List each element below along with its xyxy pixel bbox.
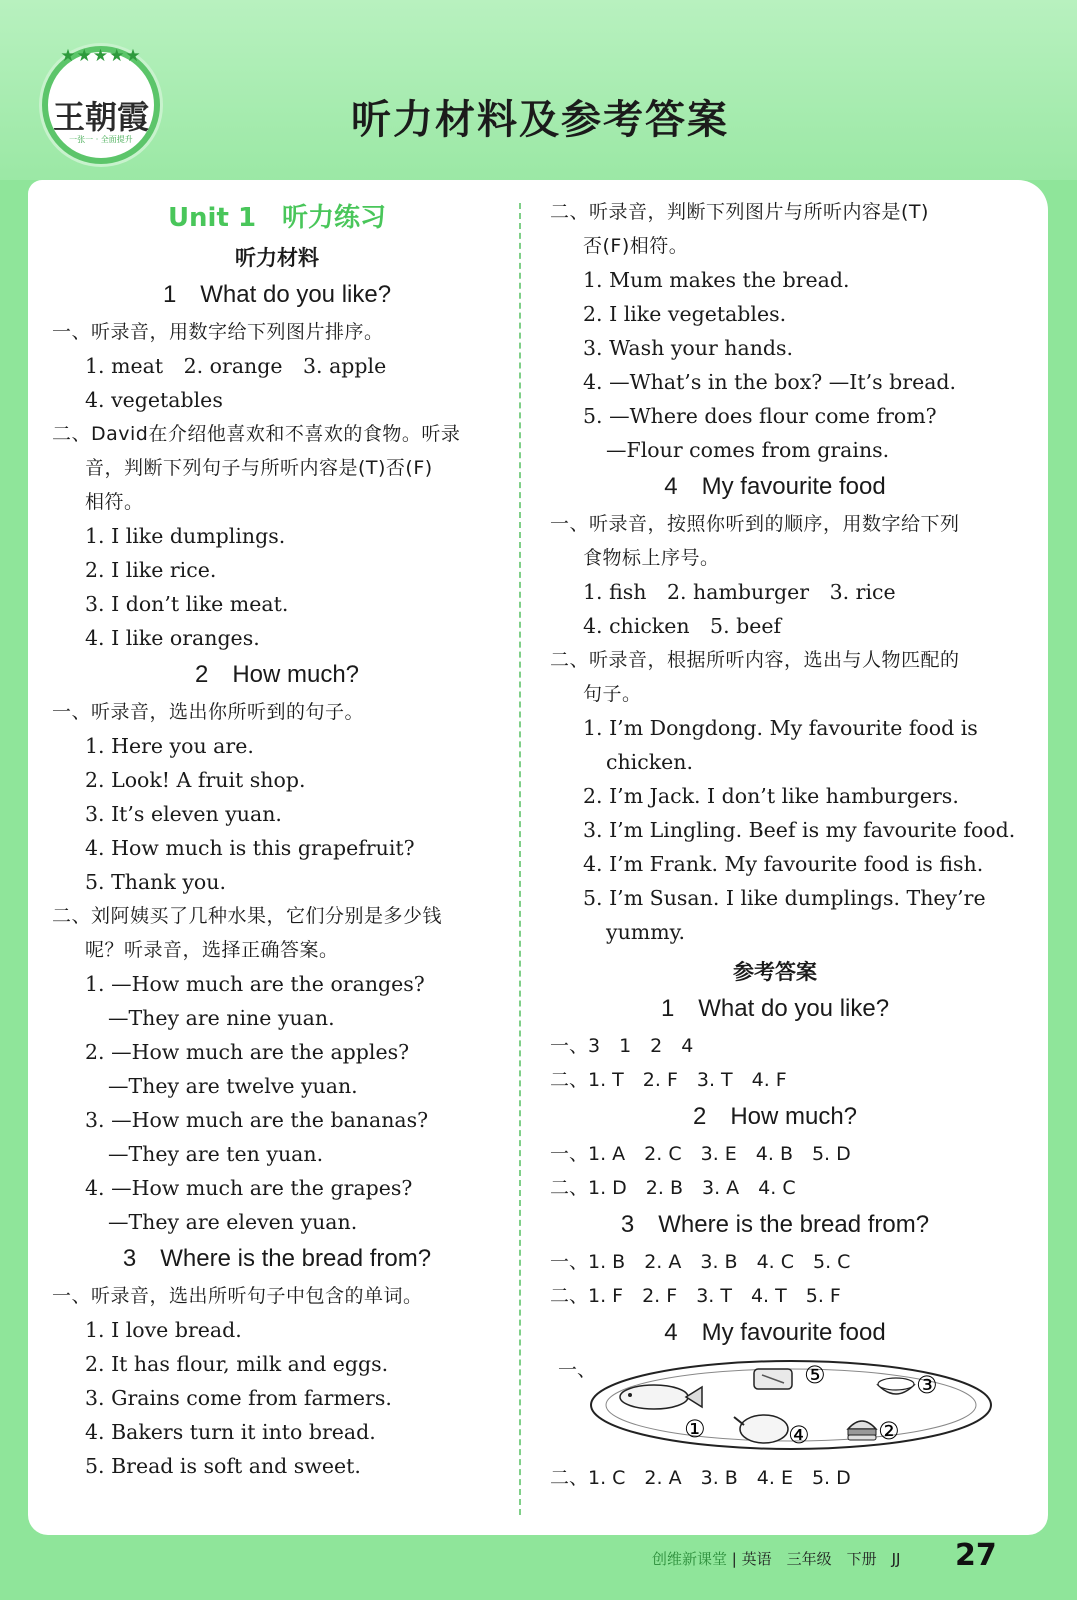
question-heading: 二、听录音，判断下列图片与所听内容是(T) bbox=[550, 201, 929, 223]
answer-row: 一、3 1 2 4 bbox=[550, 1035, 694, 1057]
list-item: 5. Thank you. bbox=[85, 870, 226, 894]
section-title: 4 My favourite food bbox=[664, 473, 886, 500]
logo-stars: ★★★★★ bbox=[60, 46, 142, 66]
page-number: 27 bbox=[955, 1538, 997, 1573]
list-item: 1. I like dumplings. bbox=[85, 524, 286, 548]
list-item: 2. I like vegetables. bbox=[583, 302, 787, 326]
answer-row: 二、1. T 2. F 3. T 4. F bbox=[550, 1069, 787, 1091]
list-item: 3. Wash your hands. bbox=[583, 336, 794, 360]
question-heading: 二、刘阿姨买了几种水果，它们分别是多少钱 bbox=[52, 905, 443, 927]
list-item: 5. Bread is soft and sweet. bbox=[85, 1454, 361, 1478]
answer-section-title: 2 How much? bbox=[692, 1103, 858, 1130]
mark-2: ② bbox=[878, 1417, 900, 1445]
list-item: 4. vegetables bbox=[85, 388, 223, 412]
answer-section-title: 1 What do you like? bbox=[660, 995, 890, 1022]
list-item: 4. —How much are the grapes? bbox=[85, 1176, 413, 1200]
question-heading: 二、David在介绍他喜欢和不喜欢的食物。听录 bbox=[52, 423, 461, 445]
list-item: 4. chicken 5. beef bbox=[583, 614, 782, 638]
list-item: 5. I’m Susan. I like dumplings. They’re bbox=[583, 886, 986, 910]
logo-subtitle: 一张一 · 全面提升 bbox=[69, 135, 133, 144]
list-item: 1. Here you are. bbox=[85, 734, 254, 758]
answer-row: 二、1. F 2. F 3. T 4. T 5. F bbox=[550, 1285, 841, 1307]
mark-5: ⑤ bbox=[804, 1361, 826, 1389]
logo-text: 王朝霞 bbox=[52, 98, 149, 136]
list-item: —Flour comes from grains. bbox=[606, 438, 890, 462]
answer-row: 二、1. C 2. A 3. B 4. E 5. D bbox=[550, 1467, 851, 1489]
left-column bbox=[52, 195, 502, 1483]
page-footer bbox=[0, 1535, 1077, 1600]
section-title: 2 How much? bbox=[194, 661, 360, 688]
food-plate-illustration bbox=[586, 1355, 996, 1455]
section-title: 1 What do you like? bbox=[162, 281, 392, 308]
list-item: —They are nine yuan. bbox=[108, 1006, 335, 1030]
answer-prefix: 一、 bbox=[558, 1359, 597, 1381]
list-item: 2. It has flour, milk and eggs. bbox=[85, 1352, 389, 1376]
footer-brand: 创维新课堂 bbox=[652, 1550, 728, 1568]
beef-icon bbox=[754, 1369, 792, 1389]
list-item: 1. I’m Dongdong. My favourite food is bbox=[583, 716, 978, 740]
section-title: 3 Where is the bread from? bbox=[122, 1245, 432, 1272]
list-item: 3. I don’t like meat. bbox=[85, 592, 289, 616]
question-heading: 句子。 bbox=[583, 683, 642, 705]
answer-row: 二、1. D 2. B 3. A 4. C bbox=[550, 1177, 796, 1199]
list-item: 4. Bakers turn it into bread. bbox=[85, 1420, 376, 1444]
question-heading: 二、听录音，根据所听内容，选出与人物匹配的 bbox=[550, 649, 960, 671]
mark-1: ① bbox=[684, 1415, 706, 1443]
list-item: 5. —Where does flour come from? bbox=[583, 404, 937, 428]
footer-text bbox=[652, 1548, 900, 1569]
right-column bbox=[550, 195, 1016, 1495]
mark-3: ③ bbox=[916, 1371, 938, 1399]
answer-row: 一、1. A 2. C 3. E 4. B 5. D bbox=[550, 1143, 851, 1165]
list-item: 3. It’s eleven yuan. bbox=[85, 802, 282, 826]
question-heading: 一、听录音，选出你所听到的句子。 bbox=[52, 701, 365, 723]
list-item: 1. —How much are the oranges? bbox=[85, 972, 425, 996]
list-item: 2. I like rice. bbox=[85, 558, 217, 582]
brand-logo bbox=[42, 46, 160, 164]
list-item: 4. I like oranges. bbox=[85, 626, 260, 650]
question-heading: 食物标上序号。 bbox=[583, 547, 720, 569]
list-item: 3. —How much are the bananas? bbox=[85, 1108, 429, 1132]
question-heading: 相符。 bbox=[85, 491, 144, 513]
list-item: 3. Grains come from farmers. bbox=[85, 1386, 392, 1410]
list-item: chicken. bbox=[606, 750, 693, 774]
page-title: 听力材料及参考答案 bbox=[351, 97, 729, 143]
question-heading: 一、听录音，用数字给下列图片排序。 bbox=[52, 321, 384, 343]
list-item: —They are eleven yuan. bbox=[108, 1210, 358, 1234]
unit-title: Unit 1 听力练习 bbox=[167, 203, 387, 233]
materials-heading: 听力材料 bbox=[235, 246, 319, 270]
footer-info: | 英语 三年级 下册 JJ bbox=[731, 1550, 901, 1568]
list-item: 2. —How much are the apples? bbox=[85, 1040, 410, 1064]
question-heading: 一、听录音，选出所听句子中包含的单词。 bbox=[52, 1285, 423, 1307]
answer-row: 一、1. B 2. A 3. B 4. C 5. C bbox=[550, 1251, 851, 1273]
list-item: 4. How much is this grapefruit? bbox=[85, 836, 415, 860]
list-item: yummy. bbox=[606, 920, 686, 944]
list-item: 1. fish 2. hamburger 3. rice bbox=[583, 580, 896, 604]
list-item: 1. Mum makes the bread. bbox=[583, 268, 850, 292]
list-item: 1. meat 2. orange 3. apple bbox=[85, 354, 387, 378]
question-heading: 否(F)相符。 bbox=[583, 235, 689, 257]
list-item: —They are twelve yuan. bbox=[108, 1074, 358, 1098]
list-item: —They are ten yuan. bbox=[108, 1142, 324, 1166]
list-item: 2. I’m Jack. I don’t like hamburgers. bbox=[583, 784, 959, 808]
answers-heading: 参考答案 bbox=[733, 960, 817, 984]
list-item: 3. I’m Lingling. Beef is my favourite food. bbox=[583, 818, 1016, 842]
question-heading: 呢？听录音，选择正确答案。 bbox=[85, 939, 339, 961]
food-plate-answer bbox=[558, 1353, 1000, 1461]
list-item: 2. Look! A fruit shop. bbox=[85, 768, 306, 792]
list-item: 1. I love bread. bbox=[85, 1318, 242, 1342]
question-heading: 音，判断下列句子与所听内容是(T)否(F) bbox=[85, 457, 433, 479]
answer-section-title: 4 My favourite food bbox=[664, 1319, 886, 1346]
list-item: 4. I’m Frank. My favourite food is fish. bbox=[583, 852, 984, 876]
question-heading: 一、听录音，按照你听到的顺序，用数字给下列 bbox=[550, 513, 960, 535]
answer-section-title: 3 Where is the bread from? bbox=[620, 1211, 930, 1238]
page-header bbox=[0, 0, 1077, 180]
column-divider bbox=[519, 203, 521, 1515]
list-item: 4. —What’s in the box? —It’s bread. bbox=[583, 370, 957, 394]
mark-4: ④ bbox=[788, 1421, 810, 1449]
